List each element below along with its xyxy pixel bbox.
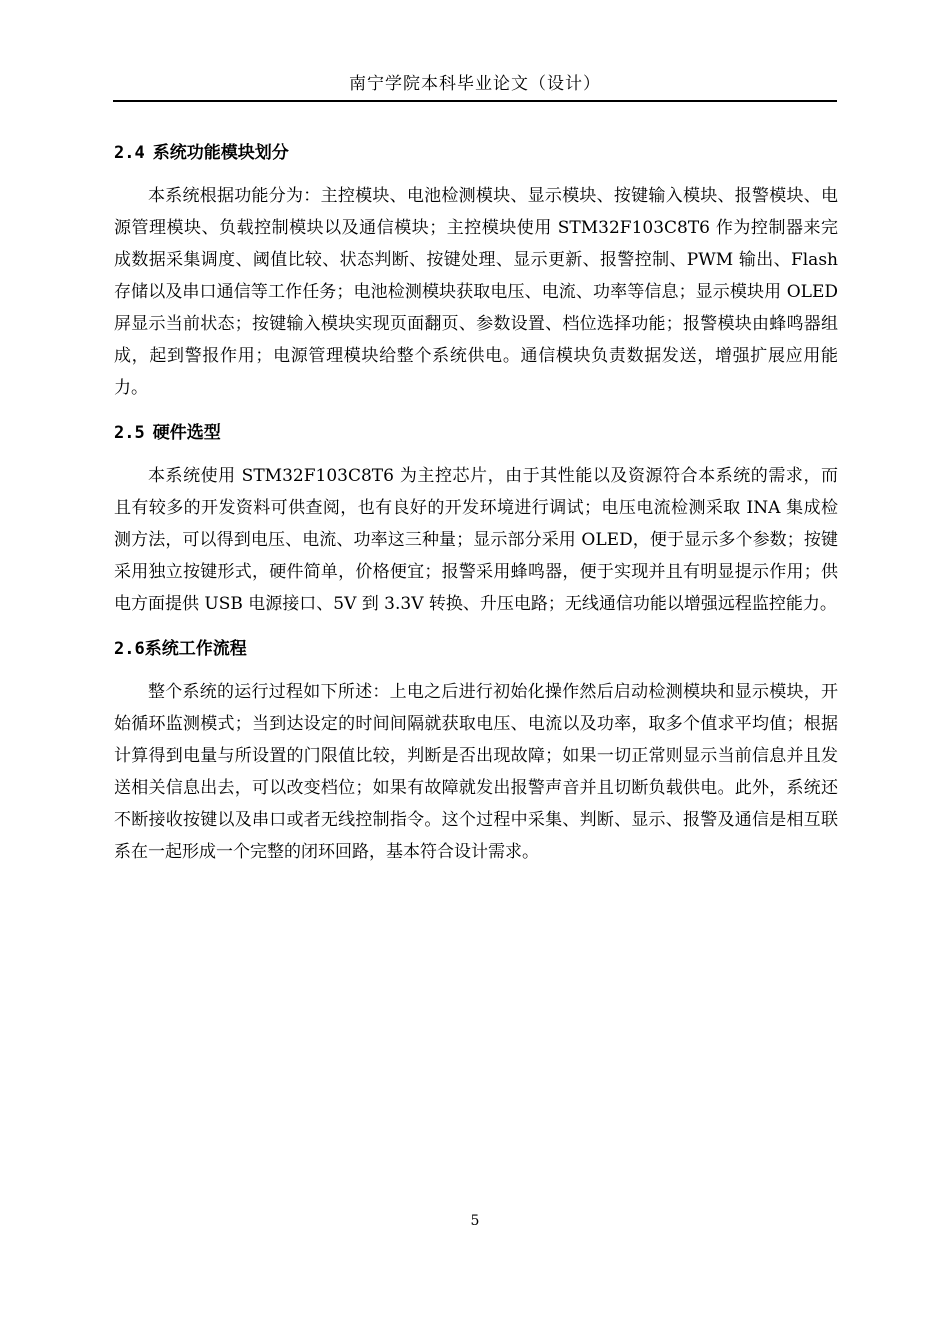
section-heading-2-4: [114, 138, 838, 168]
page-number: 5: [470, 1213, 480, 1229]
section-number: 2.4: [114, 143, 145, 163]
section-title: 系统功能模块划分: [152, 143, 289, 163]
running-header: 南宁学院本科毕业论文（设计）: [349, 74, 601, 94]
section-heading-2-5: [114, 418, 838, 448]
page-content: [114, 138, 838, 868]
section-title: 系统工作流程: [144, 639, 247, 659]
section-paragraph-2-5: 本系统使用 STM32F103C8T6 为主控芯片，由于其性能以及资源符合本系统的需求，而且有较多的开发资料可供查阅，也有良好的开发环境进行调试；电压电流检测采取 INA 集成检测方法，可以得到电压、电流、功率这三种量；显示部分采用 OLED，便于显示多个参数；按键采用独立按键形式，硬件简单，价格便宜；报警采用蜂鸣器，便于实现并且有明显提示作用；供电方面提供 USB 电源接口、5V 到 3.3V 转换、升压电路；无线通信功能以增强远程监控能力。: [114, 466, 838, 614]
section-paragraph-2-4: 本系统根据功能分为：主控模块、电池检测模块、显示模块、按键输入模块、报警模块、电源管理模块、负载控制模块以及通信模块；主控模块使用 STM32F103C8T6 作为控制器来完成数据采集调度、阈值比较、状态判断、按键处理、显示更新、报警控制、PWM 输出、Flash 存储以及串口通信等工作任务；电池检测模块获取电压、电流、功率等信息；显示模块用 OLED 屏显示当前状态；按键输入模块实现页面翻页、参数设置、档位选择功能；报警模块由蜂鸣器组成，起到警报作用；电源管理模块给整个系统供电。通信模块负责数据发送，增强扩展应用能力。: [114, 186, 838, 398]
section-paragraph-2-6: 整个系统的运行过程如下所述：上电之后进行初始化操作然后启动检测模块和显示模块，开始循环监测模式；当到达设定的时间间隔就获取电压、电流以及功率，取多个值求平均值；根据计算得到电量与所设置的门限值比较，判断是否出现故障；如果一切正常则显示当前信息并且发送相关信息出去，可以改变档位；如果有故障就发出报警声音并且切断负载供电。此外，系统还不断接收按键以及串口或者无线控制指令。这个过程中采集、判断、显示、报警及通信是相互联系在一起形成一个完整的闭环回路，基本符合设计需求。: [114, 682, 838, 862]
section-heading-2-6: [114, 634, 838, 664]
header-rule: [113, 100, 837, 102]
section-title: 硬件选型: [152, 423, 221, 443]
section-number: 2.6: [114, 639, 145, 659]
section-number: 2.5: [114, 423, 145, 443]
